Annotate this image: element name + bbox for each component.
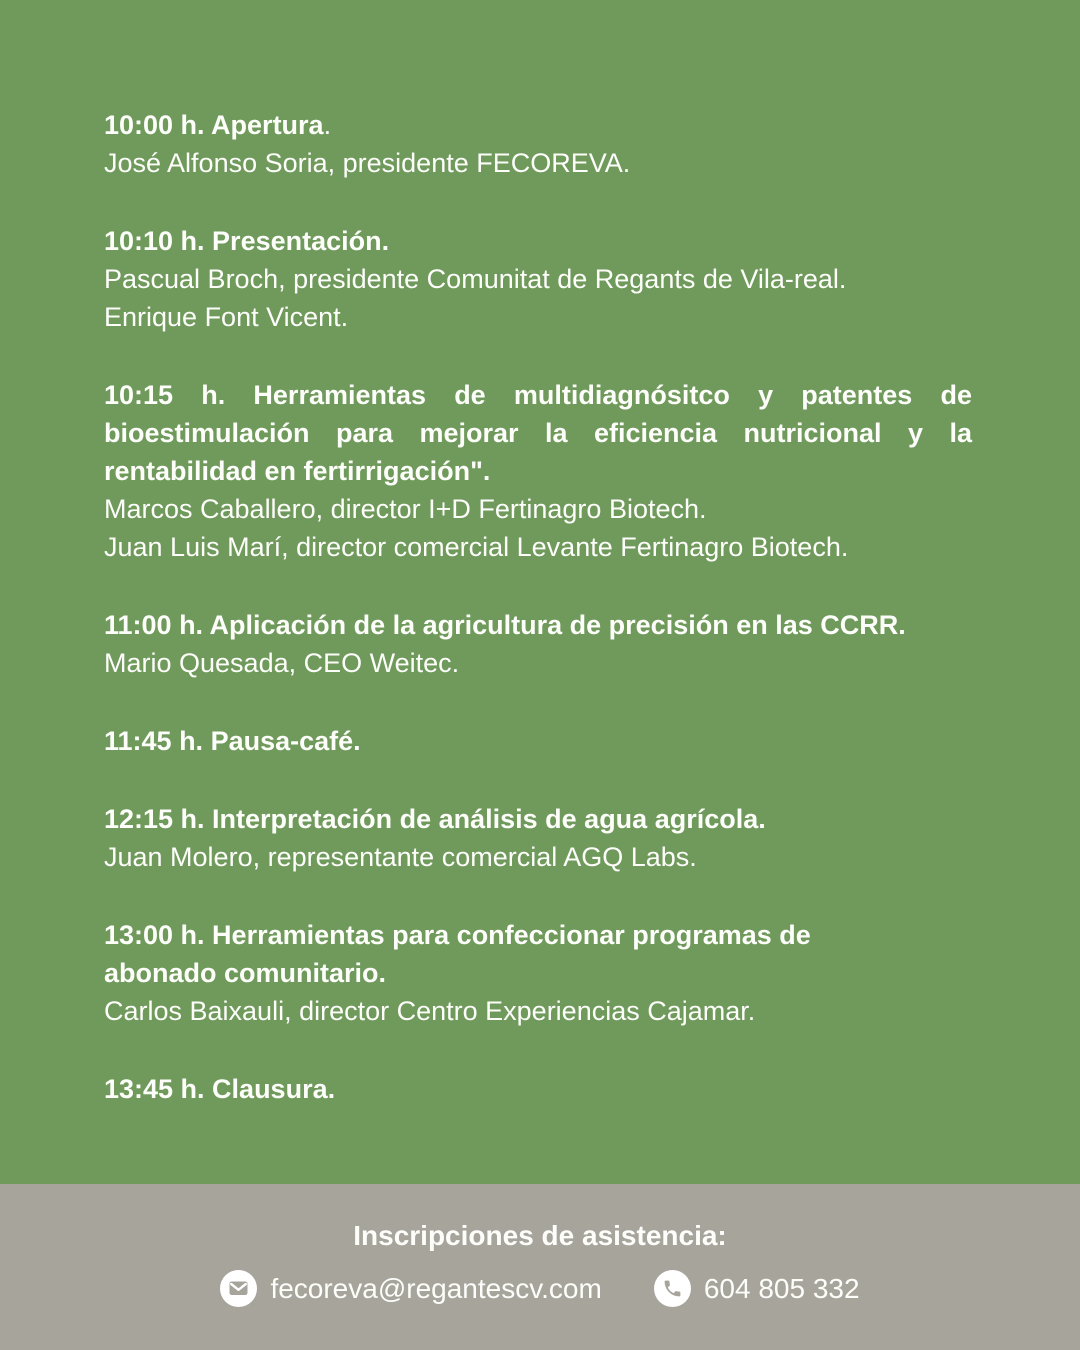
session-speaker: Mario Quesada, CEO Weitec. xyxy=(104,648,460,678)
registration-heading: Inscripciones de asistencia: xyxy=(353,1220,727,1251)
session-title: 10:15 h. Herramientas de multidiagnósitco y patentes de bioestimulación para mejorar la eficiencia nutricional y la rentabilidad en fertirrigación". xyxy=(104,380,972,486)
phone-contact xyxy=(654,1270,860,1307)
session-block xyxy=(104,800,972,876)
session-block xyxy=(104,722,972,760)
session-speaker: Marcos Caballero, director I+D Fertinagro Biotech. xyxy=(104,494,707,524)
phone-text: 604 805 332 xyxy=(703,1272,860,1304)
session-title: 11:45 h. Pausa-café. xyxy=(104,726,361,756)
session-title: 10:10 h. Presentación. xyxy=(104,226,390,256)
envelope-icon xyxy=(220,1270,257,1307)
session-block xyxy=(104,606,972,682)
email-contact xyxy=(220,1270,601,1307)
session-block xyxy=(104,1070,972,1108)
session-speaker: Pascual Broch, presidente Comunitat de Regants de Vila-real. xyxy=(104,264,847,294)
session-title: 13:00 h. Herramientas para confeccionar programas de abonado comunitario. xyxy=(104,920,811,988)
session-title-text: 10:00 h. Apertura xyxy=(104,110,324,140)
session-speaker: Carlos Baixauli, director Centro Experiencias Cajamar. xyxy=(104,996,756,1026)
session-speaker: Enrique Font Vicent. xyxy=(104,302,349,332)
registration-footer xyxy=(0,1184,1080,1350)
session-speaker: José Alfonso Soria, presidente FECOREVA. xyxy=(104,148,631,178)
session-title: 12:15 h. Interpretación de análisis de agua agrícola. xyxy=(104,804,766,834)
email-text: fecoreva@regantescv.com xyxy=(270,1272,602,1304)
session-title: 11:00 h. Aplicación de la agricultura de precisión en las CCRR. xyxy=(104,610,906,640)
session-block xyxy=(104,916,972,1030)
contact-row xyxy=(220,1270,859,1307)
session-block xyxy=(104,106,972,182)
session-speaker: Juan Molero, representante comercial AGQ Labs. xyxy=(104,842,697,872)
session-block xyxy=(104,376,972,566)
session-title-tail: . xyxy=(323,110,332,140)
session-speaker: Juan Luis Marí, director comercial Levante Fertinagro Biotech. xyxy=(104,532,849,562)
session-title: 13:45 h. Clausura. xyxy=(104,1074,336,1104)
session-title xyxy=(104,106,972,144)
session-block xyxy=(104,222,972,336)
phone-icon xyxy=(654,1270,691,1307)
